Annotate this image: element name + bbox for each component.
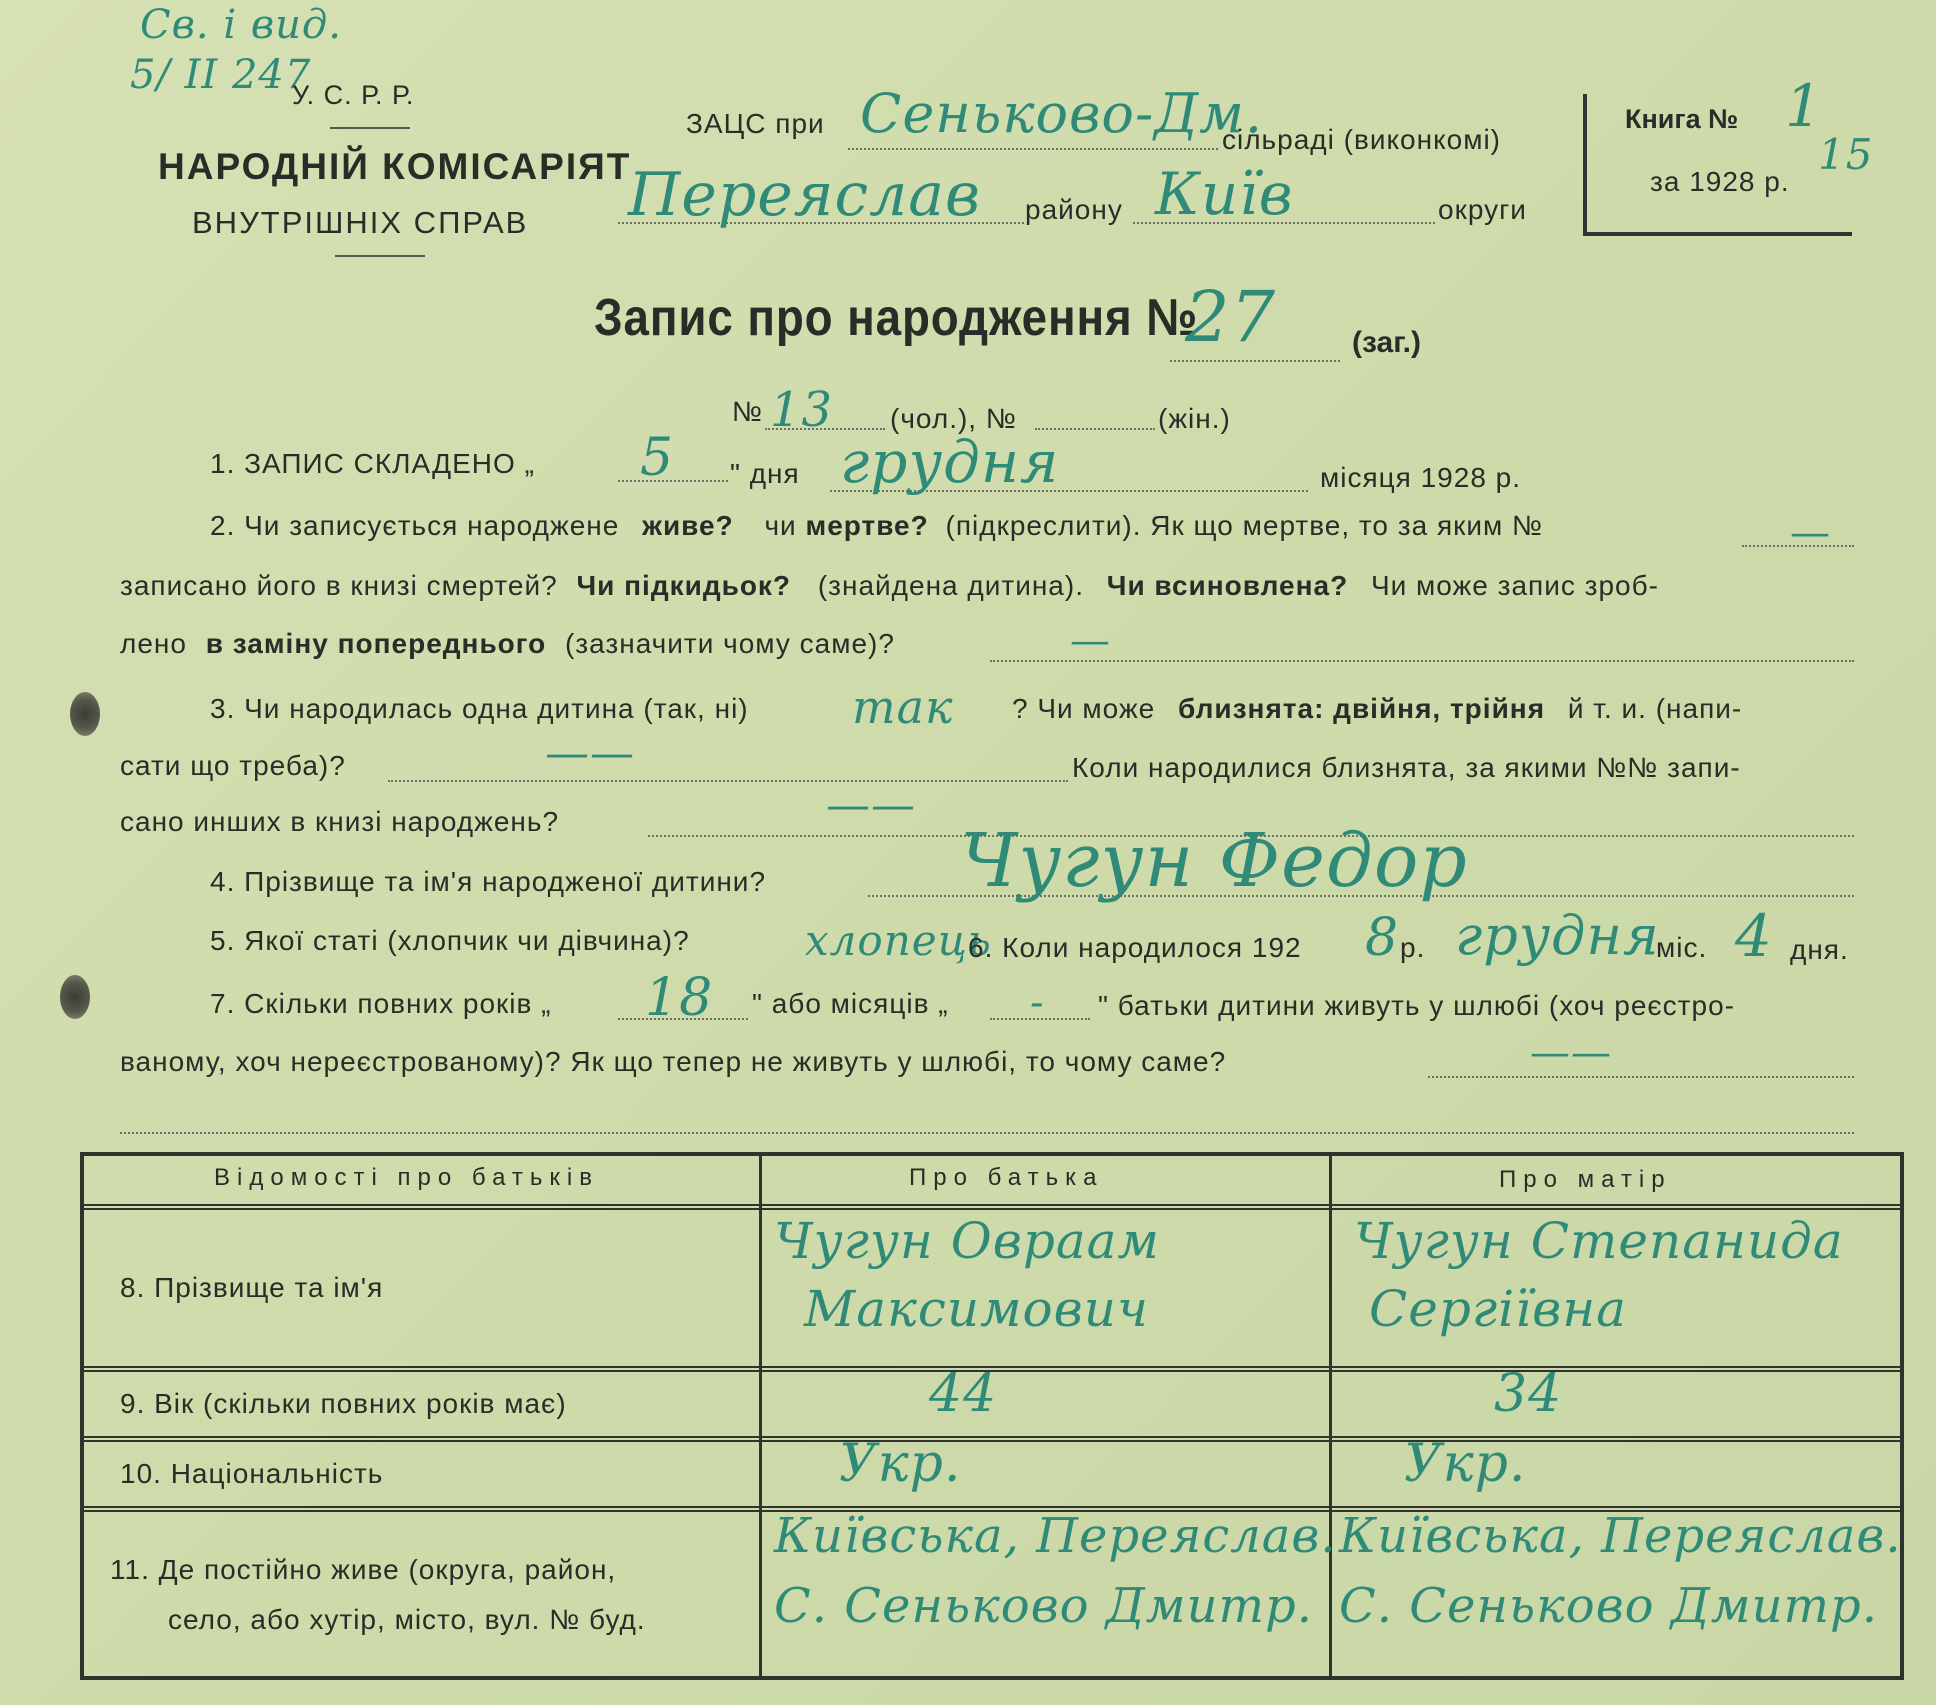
female-label: (жін.)	[1158, 403, 1231, 434]
q6-month-hand: грудня	[1455, 904, 1660, 967]
zags-prefix: ЗАЦС при	[686, 108, 825, 139]
row-age-label: 9. Вік (скільки повних років має)	[120, 1388, 567, 1419]
mother-age: 34	[1494, 1364, 1563, 1424]
q2-replacement-dash: —	[1070, 618, 1111, 664]
q3-twins: близнята: двійня, трійня	[1178, 693, 1546, 724]
table-col-divider-2	[1329, 1156, 1332, 1676]
q7-reason-line	[1428, 1076, 1854, 1078]
q3-twins-dash: ——	[545, 728, 635, 779]
mother-residence-line1: Київська, Переяслав.	[1339, 1508, 1902, 1564]
book-label: Книга №	[1625, 104, 1739, 134]
q3-line3-a: сано инших в книзі народжень?	[120, 806, 560, 837]
punch-hole-bottom	[60, 975, 90, 1019]
q3-line1-b	[1012, 693, 1742, 725]
book-year: за 1928 р.	[1650, 166, 1790, 197]
margin-note-line1: Св. і вид.	[140, 2, 342, 48]
q7-years-hand: 18	[645, 968, 714, 1028]
district-hand: Переяслав	[628, 160, 981, 230]
republic-label: У. С. Р. Р.	[292, 80, 415, 110]
q6-day-label: дня.	[1790, 934, 1849, 965]
q2-death-no-dash: —	[1790, 510, 1831, 556]
mother-nationality: Укр.	[1404, 1434, 1527, 1494]
father-residence-line2: С. Сеньково Дмитр.	[774, 1578, 1314, 1634]
row-residence-label-line2: село, або хутір, місто, вул. № буд.	[168, 1604, 646, 1635]
q1-label: 1. ЗАПИС СКЛАДЕНО „	[210, 448, 535, 479]
q6-day-hand: 4	[1735, 902, 1773, 970]
q3-answer-hand: так	[852, 680, 954, 734]
q2-line1-b: чи	[764, 510, 797, 541]
q5-label: 5. Якої статі (хлопчик чи дівчина)?	[210, 925, 690, 956]
q7-line1-b: " або місяців „	[752, 988, 949, 1019]
father-name-line1: Чугун Овраам	[774, 1212, 1160, 1270]
q6-year-suffix: р.	[1400, 932, 1426, 963]
q2-line2-c: Чи може запис зроб-	[1370, 570, 1659, 601]
sub-number-label: №	[732, 396, 764, 427]
record-number-line	[1170, 360, 1340, 362]
q1-day-label: " дня	[730, 458, 800, 489]
district-label: району	[1025, 194, 1123, 225]
q2-line1-a: 2. Чи записується народжене	[210, 510, 620, 541]
table-header-mother: Про матір	[1499, 1166, 1672, 1193]
q5-hand: хлопець	[805, 916, 992, 965]
record-title: Запис про народження №	[594, 289, 1199, 347]
q2-line3-b: (зазначити чому саме)?	[564, 628, 895, 659]
zags-village-line	[848, 148, 1218, 150]
q1-month-label: місяця 1928 р.	[1320, 462, 1522, 493]
q7-line2: ваному, хоч нереєстрованому)? Як що тепер не живуть у шлюбі, то чому саме?	[120, 1046, 1227, 1077]
q2-line2-b: (знайдена дитина).	[817, 570, 1084, 601]
q7-line1-a: 7. Скільки повних років „	[210, 988, 552, 1019]
q2-line1-c: (підкреслити). Як що мертве, то за яким №	[945, 510, 1544, 541]
q6-month-label: міс.	[1656, 932, 1708, 963]
q2-dead: мертве?	[805, 510, 929, 541]
okrug-label: округи	[1438, 194, 1527, 225]
q3-line1-c: й т. и. (напи-	[1567, 693, 1743, 724]
header-rule-bottom	[335, 255, 425, 257]
father-age: 44	[929, 1364, 998, 1424]
parents-table	[80, 1152, 1904, 1680]
q4-label: 4. Прізвище та ім'я народженої дитини?	[210, 866, 767, 897]
q2-line1	[210, 510, 1543, 542]
table-header-divider	[84, 1204, 1900, 1210]
male-number-hand: 13	[770, 382, 834, 438]
row-nationality-label: 10. Національність	[120, 1458, 384, 1489]
row-residence-label-line1: 11. Де постійно живе (округа, район,	[110, 1554, 617, 1585]
q1-day-hand: 5	[640, 428, 675, 488]
okrug-hand: Київ	[1155, 160, 1294, 228]
q3-line1-a: 3. Чи народилась одна дитина (так, ні)	[210, 693, 749, 724]
q7-line1-c: " батьки дитини живуть у шлюбі (хоч реєстро-	[1098, 990, 1735, 1021]
table-col-divider-1	[759, 1156, 762, 1676]
margin-note-line2: 5/ ІІ 247	[130, 52, 312, 98]
q2-line3-a: лено	[120, 628, 187, 659]
zags-village-hand: Сеньково-Дм.	[860, 82, 1264, 145]
father-name-line2: Максимович	[804, 1280, 1150, 1338]
q1-month-hand: грудня	[840, 428, 1060, 496]
row-name-label: 8. Прізвище та ім'я	[120, 1272, 384, 1303]
record-suffix: (заг.)	[1352, 326, 1422, 359]
q3-other-dash: ——	[826, 780, 916, 831]
q2-line2-a: записано його в книзі смертей?	[120, 570, 558, 601]
commissariat-subtitle: ВНУТРІШНІХ СПРАВ	[192, 205, 529, 240]
q3-line1-b-text: ? Чи може	[1012, 693, 1156, 724]
father-residence-line1: Київська, Переяслав.	[774, 1508, 1337, 1564]
mother-residence-line2: С. Сеньково Дмитр.	[1339, 1578, 1879, 1634]
q7-extra-line	[120, 1132, 1854, 1134]
record-number-hand: 27	[1185, 276, 1277, 358]
q3-line2-b: Коли народилися близнята, за якими №№ запи-	[1072, 752, 1741, 783]
header-rule-top	[330, 127, 410, 129]
q7-reason-dash: ——	[1530, 1030, 1612, 1076]
q6-year-hand: 8	[1365, 908, 1400, 968]
q2-line2	[120, 570, 1659, 602]
book-corner-hand: 15	[1818, 130, 1874, 179]
q7-months-hand: -	[1030, 980, 1045, 1026]
mother-name-line2: Сергіївна	[1369, 1280, 1627, 1338]
q3-twins-line	[388, 780, 1068, 782]
book-number-hand: 1	[1785, 72, 1823, 140]
q2-line3	[120, 628, 895, 660]
selrada-label: сільраді (виконкомі)	[1222, 124, 1501, 155]
q3-line2-a: сати що треба)?	[120, 750, 346, 781]
q2-replacement: в заміну попереднього	[205, 628, 547, 659]
father-nationality: Укр.	[839, 1434, 962, 1494]
q2-foundling: Чи підкидьок?	[576, 570, 792, 601]
punch-hole-top	[70, 692, 100, 736]
mother-name-line1: Чугун Степанида	[1354, 1212, 1844, 1270]
q2-adopted: Чи всиновлена?	[1106, 570, 1349, 601]
q2-replacement-line	[990, 660, 1854, 662]
table-row2-divider	[84, 1436, 1900, 1442]
male-label: (чол.), №	[890, 403, 1017, 434]
table-header-info: Відомості про батьків	[214, 1164, 599, 1191]
table-header-father: Про батька	[909, 1164, 1104, 1191]
q2-alive: живе?	[642, 510, 734, 541]
q4-hand: Чугун Федор	[960, 818, 1468, 904]
commissariat-title: НАРОДНІЙ КОМІСАРІЯТ	[158, 146, 632, 187]
q6-label: 6. Коли народилося 192	[968, 932, 1302, 963]
